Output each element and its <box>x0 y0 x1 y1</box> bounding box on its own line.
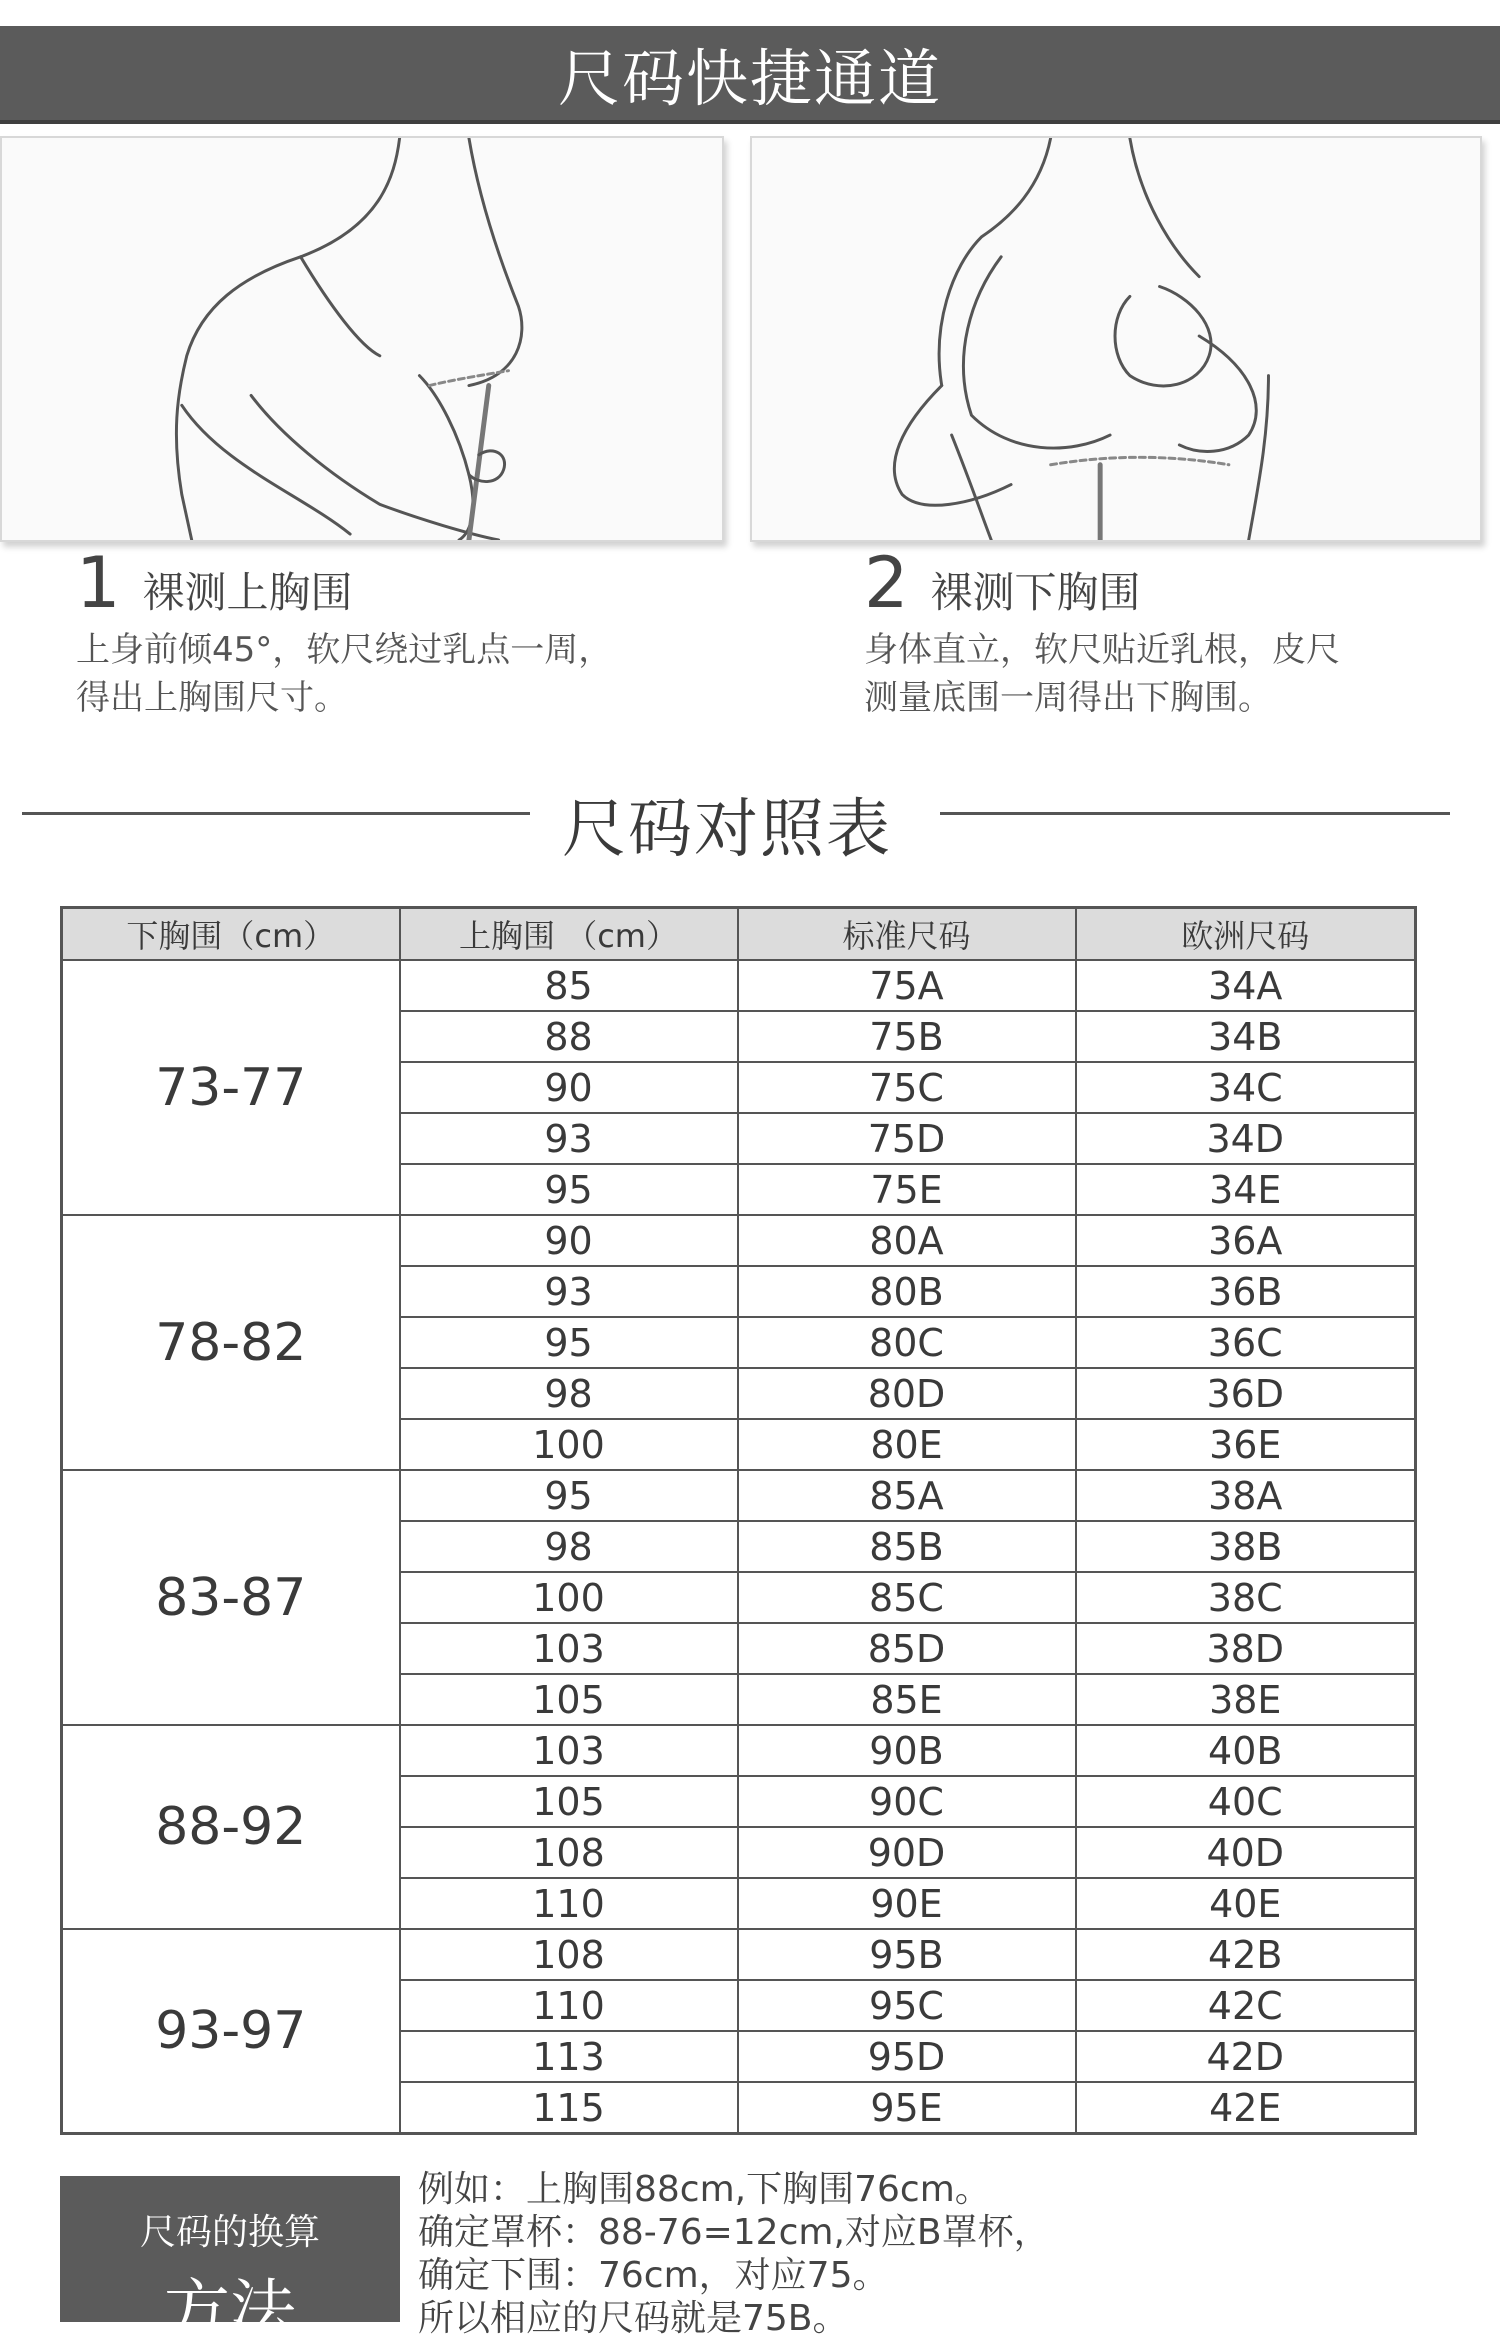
euro-size-cell: 42B <box>1076 1929 1416 1980</box>
upper-bust-cell: 85 <box>400 960 738 1011</box>
method-line: 例如：上胸围88cm,下胸围76cm。 <box>418 2169 991 2210</box>
header-standard-size: 标准尺码 <box>738 908 1076 961</box>
standard-size-cell: 90C <box>738 1776 1076 1827</box>
size-chart-heading <box>0 770 1500 870</box>
standard-size-cell: 95D <box>738 2031 1076 2082</box>
euro-size-cell: 40C <box>1076 1776 1416 1827</box>
upper-bust-cell: 88 <box>400 1011 738 1062</box>
euro-size-cell: 38A <box>1076 1470 1416 1521</box>
divider-line <box>22 812 530 815</box>
standard-size-cell: 85C <box>738 1572 1076 1623</box>
standard-size-cell: 75B <box>738 1011 1076 1062</box>
euro-size-cell: 34D <box>1076 1113 1416 1164</box>
upper-bust-cell: 98 <box>400 1368 738 1419</box>
step-title: 裸测下胸围 <box>930 568 1141 617</box>
upper-bust-cell: 100 <box>400 1419 738 1470</box>
standard-size-cell: 95B <box>738 1929 1076 1980</box>
under-bust-range-cell: 73-77 <box>62 960 400 1215</box>
euro-size-cell: 36D <box>1076 1368 1416 1419</box>
euro-size-cell: 40E <box>1076 1878 1416 1929</box>
upper-bust-cell: 90 <box>400 1215 738 1266</box>
under-bust-range-cell: 93-97 <box>62 1929 400 2134</box>
standard-size-cell: 85E <box>738 1674 1076 1725</box>
method-label-small: 尺码的换算 <box>139 2212 320 2253</box>
upper-bust-cell: 95 <box>400 1317 738 1368</box>
euro-size-cell: 42E <box>1076 2082 1416 2134</box>
table-row <box>62 1929 1416 1980</box>
step-title: 裸测上胸围 <box>142 568 353 617</box>
upper-bust-cell: 105 <box>400 1776 738 1827</box>
upper-bust-cell: 105 <box>400 1674 738 1725</box>
standard-size-cell: 75D <box>738 1113 1076 1164</box>
upper-bust-cell: 108 <box>400 1929 738 1980</box>
upper-bust-cell: 103 <box>400 1725 738 1776</box>
step-number: 2 <box>864 542 909 624</box>
standard-size-cell: 75C <box>738 1062 1076 1113</box>
standard-size-cell: 80C <box>738 1317 1076 1368</box>
euro-size-cell: 36C <box>1076 1317 1416 1368</box>
standard-size-cell: 95E <box>738 2082 1076 2134</box>
under-bust-range-cell: 78-82 <box>62 1215 400 1470</box>
upper-bust-cell: 115 <box>400 2082 738 2134</box>
euro-size-cell: 38B <box>1076 1521 1416 1572</box>
conversion-method-label <box>60 2176 400 2349</box>
header-upper-bust: 上胸围 （cm） <box>400 908 738 961</box>
step-number: 1 <box>76 542 121 624</box>
step-desc-line: 测量底围一周得出下胸围。 <box>864 678 1272 718</box>
standard-size-cell: 85D <box>738 1623 1076 1674</box>
table-row <box>62 960 1416 1011</box>
table-header-row <box>62 908 1416 961</box>
standard-size-cell: 80A <box>738 1215 1076 1266</box>
step-desc-line: 上身前倾45°，软尺绕过乳点一周， <box>76 630 613 670</box>
euro-size-cell: 38D <box>1076 1623 1416 1674</box>
standard-size-cell: 90D <box>738 1827 1076 1878</box>
upper-bust-cell: 110 <box>400 1878 738 1929</box>
divider-line <box>940 812 1450 815</box>
standard-size-cell: 75A <box>738 960 1076 1011</box>
standard-size-cell: 85A <box>738 1470 1076 1521</box>
standard-size-cell: 80D <box>738 1368 1076 1419</box>
standard-size-cell: 90E <box>738 1878 1076 1929</box>
euro-size-cell: 34B <box>1076 1011 1416 1062</box>
upper-bust-cell: 90 <box>400 1062 738 1113</box>
euro-size-cell: 34E <box>1076 1164 1416 1215</box>
table-body <box>62 960 1416 2134</box>
euro-size-cell: 40B <box>1076 1725 1416 1776</box>
upper-bust-cell: 93 <box>400 1266 738 1317</box>
standard-size-cell: 80E <box>738 1419 1076 1470</box>
step-description <box>76 626 696 722</box>
upper-bust-cell: 95 <box>400 1164 738 1215</box>
upper-bust-cell: 100 <box>400 1572 738 1623</box>
standard-size-cell: 85B <box>738 1521 1076 1572</box>
size-chart-table <box>60 906 1417 2135</box>
step-under-bust <box>864 542 1484 722</box>
under-bust-range-cell: 88-92 <box>62 1725 400 1929</box>
upper-bust-cell: 110 <box>400 1980 738 2031</box>
euro-size-cell: 34A <box>1076 960 1416 1011</box>
conversion-example <box>418 2168 1478 2340</box>
euro-size-cell: 38E <box>1076 1674 1416 1725</box>
euro-size-cell: 34C <box>1076 1062 1416 1113</box>
table-row <box>62 1725 1416 1776</box>
standard-size-cell: 75E <box>738 1164 1076 1215</box>
table-row <box>62 1470 1416 1521</box>
upper-bust-cell: 108 <box>400 1827 738 1878</box>
under-bust-range-cell: 83-87 <box>62 1470 400 1725</box>
upper-bust-cell: 98 <box>400 1521 738 1572</box>
header-under-bust: 下胸围（cm） <box>62 908 400 961</box>
euro-size-cell: 42C <box>1076 1980 1416 2031</box>
method-line: 所以相应的尺码就是75B。 <box>418 2298 849 2339</box>
banner-title: 尺码快捷通道 <box>557 41 942 115</box>
step-desc-line: 得出上胸围尺寸。 <box>76 678 348 718</box>
method-line: 确定下围：76cm，对应75。 <box>418 2255 889 2296</box>
upper-bust-cell: 103 <box>400 1623 738 1674</box>
euro-size-cell: 36E <box>1076 1419 1416 1470</box>
step-description <box>864 626 1484 722</box>
upper-bust-cell: 93 <box>400 1113 738 1164</box>
upper-bust-cell: 95 <box>400 1470 738 1521</box>
header-banner <box>0 26 1500 124</box>
method-label-big: 方法 <box>164 2272 296 2349</box>
euro-size-cell: 42D <box>1076 2031 1416 2082</box>
euro-size-cell: 36A <box>1076 1215 1416 1266</box>
standard-size-cell: 95C <box>738 1980 1076 2031</box>
euro-size-cell: 38C <box>1076 1572 1416 1623</box>
euro-size-cell: 40D <box>1076 1827 1416 1878</box>
standard-size-cell: 90B <box>738 1725 1076 1776</box>
header-euro-size: 欧洲尺码 <box>1076 908 1416 961</box>
method-line: 确定罩杯：88-76=12cm,对应B罩杯， <box>418 2212 1050 2253</box>
step-desc-line: 身体直立，软尺贴近乳根，皮尺 <box>864 630 1340 670</box>
section-title: 尺码对照表 <box>562 793 892 867</box>
upper-bust-measure-illustration <box>0 136 724 542</box>
table-row <box>62 1215 1416 1266</box>
euro-size-cell: 36B <box>1076 1266 1416 1317</box>
standard-size-cell: 80B <box>738 1266 1076 1317</box>
upper-bust-cell: 113 <box>400 2031 738 2082</box>
step-upper-bust <box>76 542 696 722</box>
under-bust-measure-illustration <box>750 136 1482 542</box>
